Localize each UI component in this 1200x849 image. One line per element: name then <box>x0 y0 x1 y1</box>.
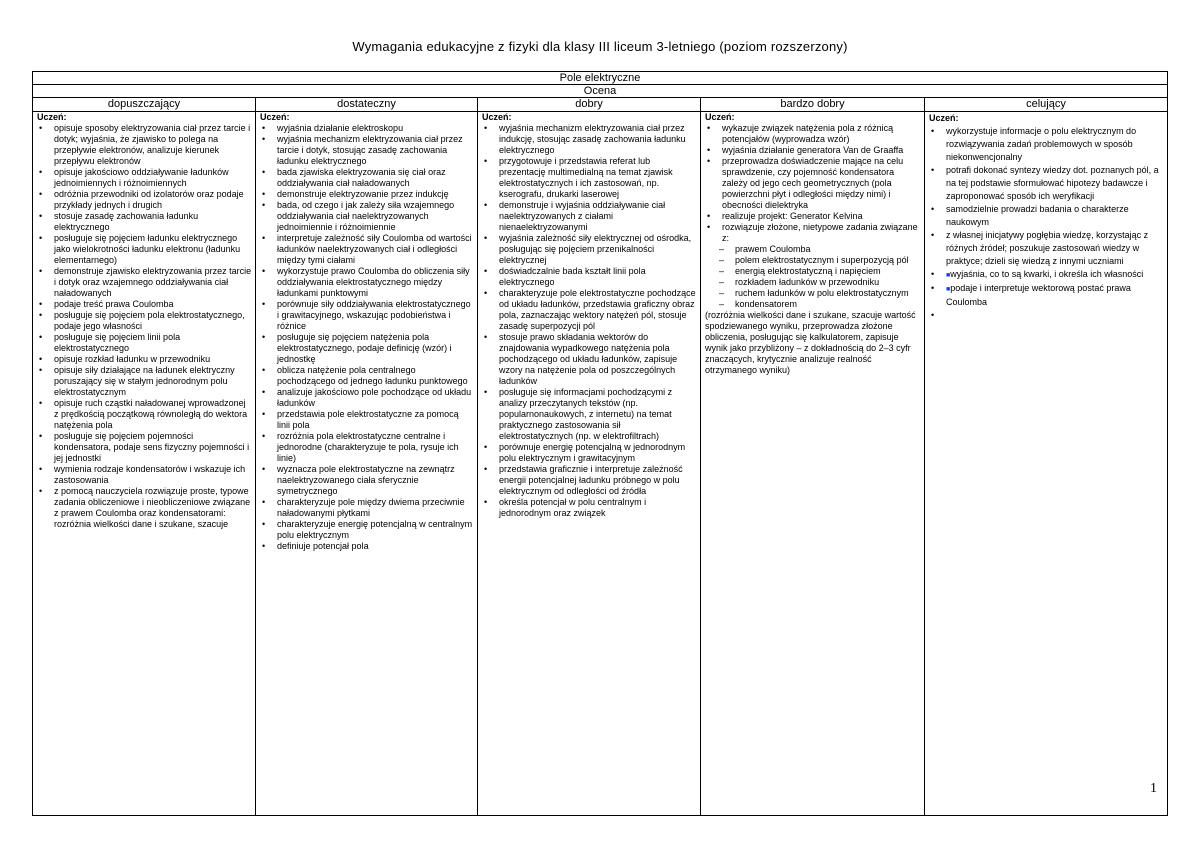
bullet-marker: • <box>39 398 43 408</box>
bullet-marker: • <box>39 233 43 243</box>
requirement-item <box>929 229 1164 268</box>
requirement-text: demonstruje elektryzowanie przez indukcję <box>277 189 449 199</box>
bullet-marker: • <box>484 464 488 474</box>
bullet-marker: • <box>707 156 711 166</box>
requirement-item <box>482 156 697 200</box>
column-cell-dobry <box>478 112 701 816</box>
requirement-item <box>260 519 474 541</box>
requirement-text: odróżnia przewodniki od izolatorów oraz podaje przykłady jednych i drugich <box>54 189 244 210</box>
requirements-table <box>32 71 1168 816</box>
requirement-text: oblicza natężenie pola centralnego pochodzącego od jednego ładunku punktowego <box>277 365 468 386</box>
requirement-text: z własnej inicjatywy pogłębia wiedzę, korzystając z różnych źródeł; poszukuje zastosowań wiedzy w praktyce; dzieli się wiedzą z innymi uczniami <box>946 230 1149 266</box>
requirement-text: posługuje się pojęciem linii pola elektrostatycznego <box>54 332 181 353</box>
requirement-list <box>705 123 921 376</box>
requirement-text: wyjaśnia działanie generatora Van de Graaffa <box>722 145 904 155</box>
requirement-item <box>929 164 1164 203</box>
requirement-item <box>37 189 252 211</box>
requirement-text: porównuje siły oddziaływania elektrostatycznego i grawitacyjnego, wskazując podobieństwa i różnice <box>277 299 471 331</box>
requirement-item <box>705 255 921 266</box>
requirement-item <box>705 145 921 156</box>
requirement-item <box>260 431 474 464</box>
bullet-marker: • <box>262 541 266 551</box>
bullet-marker: • <box>484 387 488 397</box>
requirement-text: posługuje się informacjami pochodzącymi z analizy przeczytanych tekstów (np. popularnonaukowych, z internetu) na temat praktycznego zastosowania sił elektrostatycznych (np. w elektrofiltrach) <box>499 387 673 441</box>
requirement-text: opisuje siły działające na ładunek elektryczny poruszający się w stałym jednorodnym polu elektrostatycznym <box>54 365 235 397</box>
requirement-text: rozkładem ładunków w przewodniku <box>735 277 880 287</box>
column-header-dostateczny: dostateczny <box>256 98 478 112</box>
requirement-item <box>260 464 474 497</box>
requirement-text: przedstawia graficznie i interpretuje zależność energii potencjalnej ładunku próbnego w polu elektrycznym od odległości od źródła <box>499 464 683 496</box>
bullet-marker: • <box>262 464 266 474</box>
bullet-marker: • <box>931 283 935 293</box>
bullet-marker: • <box>39 310 43 320</box>
bullet-marker: • <box>262 123 266 133</box>
requirement-text: interpretuje zależność siły Coulomba od wartości ładunków naelektryzowanych ciał i odległości między tymi ciałami <box>277 233 472 265</box>
bullet-marker: • <box>262 409 266 419</box>
requirement-item <box>705 299 921 310</box>
requirement-item <box>37 266 252 299</box>
bullet-marker: • <box>39 354 43 364</box>
column-header-bardzo-dobry: bardzo dobry <box>701 98 925 112</box>
bullet-marker: • <box>39 189 43 199</box>
requirement-item <box>260 365 474 387</box>
requirement-text: opisuje sposoby elektryzowania ciał przez tarcie i dotyk; wyjaśnia, że zjawisko to polega na przepływie elektronów, analizuje kierunek przepływu elektronów <box>54 123 251 166</box>
requirement-item <box>929 268 1164 282</box>
requirement-list <box>929 125 1164 320</box>
requirement-text: podaje i interpretuje wektorową postać prawa Coulomba <box>946 283 1131 307</box>
bullet-marker: • <box>707 222 711 232</box>
requirement-text: z pomocą nauczyciela rozwiązuje proste, typowe zadania obliczeniowe i nieobliczeniowe związane z prawem Coulomba oraz kondensatorami: rozróżnia wielkości dane i szukane, szacuje <box>54 486 251 529</box>
requirement-item <box>482 266 697 288</box>
requirement-text: posługuje się pojęciem natężenia pola elektrostatycznego, podaje definicję (wzór) i jednostkę <box>277 332 452 364</box>
requirement-text: wyjaśnia zależność siły elektrycznej od ośrodka, posługując się pojęciem przenikalności elektrycznej <box>499 233 692 265</box>
dash-marker: – <box>719 277 725 287</box>
requirement-text: rozróżnia pola elektrostatyczne centralne i jednorodne (charakteryzuje te pola, rysuje ich linie) <box>277 431 459 463</box>
column-cell-bardzo-dobry <box>701 112 925 816</box>
bullet-marker: • <box>931 165 935 175</box>
requirement-text: kondensatorem <box>735 299 798 309</box>
bullet-marker: • <box>262 332 266 342</box>
requirement-text: opisuje rozkład ładunku w przewodniku <box>54 354 211 364</box>
bullet-marker: • <box>262 497 266 507</box>
requirement-item <box>260 299 474 332</box>
requirement-item <box>37 233 252 266</box>
grade-header: Ocena <box>33 85 1168 98</box>
column-header-row <box>33 98 1168 112</box>
requirement-item <box>482 497 697 519</box>
requirement-text: wyjaśnia działanie elektroskopu <box>277 123 404 133</box>
requirement-text: przygotowuje i przedstawia referat lub prezentację multimedialną na temat zjawisk elektrostatycznych i ich zastosowań, np. kserografu, drukarki laserowej <box>499 156 673 199</box>
requirement-item <box>260 134 474 167</box>
section-title: Pole elektryczne <box>33 72 1168 85</box>
requirement-text: określa potencjał w polu centralnym i jednorodnym oraz związek <box>499 497 647 518</box>
bullet-marker: • <box>262 299 266 309</box>
column-intro: Uczeń: <box>37 112 67 122</box>
square-marker-icon: ■ <box>946 286 951 293</box>
requirement-item <box>705 277 921 288</box>
requirement-item <box>37 299 252 310</box>
column-cell-dopuszczajacy <box>33 112 256 816</box>
requirement-text: charakteryzuje pole elektrostatyczne pochodzące od układu ładunków, przedstawia graficzny obraz pola, zaznaczając wektory natężeń pól, stosuje zasadę superpozycji pól <box>499 288 696 331</box>
requirement-item <box>260 266 474 299</box>
bullet-marker: • <box>39 123 43 133</box>
requirement-item <box>37 464 252 486</box>
bullet-marker: • <box>484 288 488 298</box>
requirement-item <box>37 398 252 431</box>
bullet-marker: • <box>484 332 488 342</box>
requirement-item <box>705 244 921 255</box>
bullet-marker: • <box>262 387 266 397</box>
column-header-dobry: dobry <box>478 98 701 112</box>
document-title: Wymagania edukacyjne z fizyki dla klasy III liceum 3-letniego (poziom rozszerzony) <box>352 39 848 54</box>
requirement-text: demonstruje i wyjaśnia oddziaływanie ciał naelektryzowanych z ciałami nienaelektryzowanymi <box>499 200 666 232</box>
bullet-marker: • <box>262 233 266 243</box>
bullet-marker: • <box>484 442 488 452</box>
requirement-item <box>37 167 252 189</box>
bullet-marker: • <box>931 126 935 136</box>
bullet-marker: • <box>39 464 43 474</box>
requirement-item <box>482 288 697 332</box>
requirement-text: wyjaśnia mechanizm elektryzowania ciał przez tarcie i dotyk, stosując zasadę zachowania ładunku elektrycznego <box>277 134 463 166</box>
requirement-item <box>705 222 921 244</box>
requirement-text: bada, od czego i jak zależy siła wzajemnego oddziaływania ciał naelektryzowanych jednoimiennie i różnoimiennie <box>277 200 455 232</box>
requirement-list <box>37 123 252 530</box>
bullet-marker: • <box>39 266 43 276</box>
bullet-marker: • <box>484 200 488 210</box>
requirement-item <box>482 442 697 464</box>
requirement-text: posługuje się pojęciem pola elektrostatycznego, podaje jego własności <box>54 310 245 331</box>
bullet-marker: • <box>262 200 266 210</box>
requirement-text: wyjaśnia mechanizm elektryzowania ciał przez indukcję, stosując zasadę zachowania ładunku elektrycznego <box>499 123 686 155</box>
requirement-text: posługuje się pojęciem pojemności kondensatora, podaje sens fizyczny pojemności i jej jednostki <box>54 431 250 463</box>
square-marker-icon: ■ <box>946 272 951 279</box>
requirement-list <box>260 123 474 552</box>
requirement-item <box>929 203 1164 229</box>
requirement-item <box>37 123 252 167</box>
requirement-item <box>482 123 697 156</box>
requirement-item <box>37 332 252 354</box>
requirement-text: realizuje projekt: Generator Kelvina <box>722 211 863 221</box>
bullet-marker: • <box>39 167 43 177</box>
requirement-item <box>260 233 474 266</box>
requirement-item <box>929 282 1164 309</box>
requirement-text: charakteryzuje pole między dwiema przeciwnie naładowanymi płytkami <box>277 497 465 518</box>
requirement-item <box>37 211 252 233</box>
requirement-text: przeprowadza doświadczenie mające na celu sprawdzenie, czy pojemność kondensatora zależy od jego cech geometrycznych (pola powierzchni płyt i odległości między nimi) i obecności dielektryka <box>722 156 904 210</box>
bullet-marker: • <box>484 123 488 133</box>
requirement-item <box>705 266 921 277</box>
requirement-item <box>37 486 252 530</box>
section-row <box>33 72 1168 85</box>
bullet-marker: • <box>484 266 488 276</box>
requirement-text: samodzielnie prowadzi badania o charakterze naukowym <box>946 204 1129 227</box>
requirement-text: doświadczalnie bada kształt linii pola elektrycznego <box>499 266 646 287</box>
requirement-text: wykorzystuje prawo Coulomba do obliczenia siły oddziaływania elektrostatycznego między ładunkami punktowymi <box>277 266 470 298</box>
requirement-text: wymienia rodzaje kondensatorów i wskazuje ich zastosowania <box>54 464 246 485</box>
requirement-item <box>705 123 921 145</box>
bullet-marker: • <box>262 431 266 441</box>
requirement-text: analizuje jakościowo pole pochodzące od układu ładunków <box>277 387 472 408</box>
bullet-marker: • <box>262 167 266 177</box>
requirement-text: bada zjawiska elektryzowania się ciał oraz oddziaływania ciał naładowanych <box>277 167 446 188</box>
column-cell-dostateczny <box>256 112 478 816</box>
bullet-marker: • <box>262 266 266 276</box>
requirement-text: podaje treść prawa Coulomba <box>54 299 174 309</box>
bullet-marker: • <box>931 310 935 320</box>
requirement-text: opisuje jakościowo oddziaływanie ładunków jednoimiennych i różnoimiennych <box>54 167 229 188</box>
requirement-text: demonstruje zjawisko elektryzowania przez tarcie i dotyk oraz wzajemnego oddziaływania ciał naładowanych <box>54 266 252 298</box>
bullet-marker: • <box>707 211 711 221</box>
requirement-text: rozwiązuje złożone, nietypowe zadania związane z: <box>722 222 918 243</box>
requirement-item <box>482 387 697 442</box>
requirement-text: porównuje energię potencjalną w jednorodnym polu elektrycznym i grawitacyjnym <box>499 442 686 463</box>
page-number: 1 <box>1150 781 1157 796</box>
requirement-item <box>37 354 252 365</box>
requirement-item <box>260 541 474 552</box>
requirement-text: stosuje prawo składania wektorów do znajdowania wypadkowego natężenia pola pochodzącego od układu ładunków, zapisuje wzory na natężenie pola od poszczególnych ładunków <box>499 332 678 386</box>
requirement-text: ruchem ładunków w polu elektrostatycznym <box>735 288 909 298</box>
bullet-marker: • <box>262 189 266 199</box>
column-header-celujacy: celujący <box>925 98 1168 112</box>
bullet-marker: • <box>262 134 266 144</box>
requirement-item <box>705 156 921 211</box>
requirement-item <box>929 125 1164 164</box>
requirement-text: definiuje potencjał pola <box>277 541 369 551</box>
requirement-text: opisuje ruch cząstki naładowanej wprowadzonej z prędkością początkową równoległą do wektora natężenia pola <box>54 398 248 430</box>
bullet-marker: • <box>262 365 266 375</box>
requirement-text: wykazuje związek natężenia pola z różnicą potencjałów (wyprowadza wzór) <box>722 123 894 144</box>
bullet-marker: • <box>931 269 935 279</box>
dash-marker: – <box>719 255 725 265</box>
requirement-item <box>705 288 921 299</box>
column-header-dopuszczajacy: dopuszczający <box>33 98 256 112</box>
requirement-text: wyjaśnia, co to są kwarki, i określa ich własności <box>950 269 1144 279</box>
requirement-text: wyznacza pole elektrostatyczne na zewnątrz naelektryzowanego ciała sferycznie symetrycznego <box>277 464 455 496</box>
requirement-item <box>37 431 252 464</box>
requirement-text: posługuje się pojęciem ładunku elektrycznego jako wielokrotności ładunku elektronu (ładunku elementarnego) <box>54 233 241 265</box>
bullet-marker: • <box>707 123 711 133</box>
bullet-marker: • <box>39 299 43 309</box>
requirement-text: wykorzystuje informacje o polu elektrycznym do rozwiązywania zadań problemowych w sposób niekonwencjonalny <box>946 126 1137 162</box>
dash-marker: – <box>719 266 725 276</box>
bullet-marker: • <box>931 230 935 240</box>
dash-marker: – <box>719 288 725 298</box>
bullet-marker: • <box>262 519 266 529</box>
requirement-item <box>260 189 474 200</box>
requirement-text: przedstawia pole elektrostatyczne za pomocą linii pola <box>277 409 459 430</box>
column-intro: Uczeń: <box>482 112 512 122</box>
requirement-item <box>260 409 474 431</box>
dash-marker: – <box>719 244 725 254</box>
requirement-item <box>705 310 921 376</box>
requirement-item <box>260 123 474 134</box>
requirement-text: polem elektrostatycznym i superpozycją pól <box>735 255 909 265</box>
requirement-item <box>260 167 474 189</box>
bullet-marker: • <box>484 233 488 243</box>
requirement-text: (rozróżnia wielkości dane i szukane, szacuje wartość spodziewanego wyniku, przeprowadza złożone obliczenia, posługując się kalkulatorem, zapisuje wynik jako przybliżony – z dokładnością do 2–3 cyfr znaczących, krytycznie analizuje realność otrzymanego wyniku) <box>705 310 916 375</box>
bullet-marker: • <box>39 332 43 342</box>
requirement-item <box>260 497 474 519</box>
requirement-item <box>37 310 252 332</box>
requirement-text: stosuje zasadę zachowania ładunku elektrycznego <box>54 211 199 232</box>
bullet-marker: • <box>484 497 488 507</box>
requirement-text: energią elektrostatyczną i napięciem <box>735 266 881 276</box>
bullet-marker: • <box>39 211 43 221</box>
requirement-text: potrafi dokonać syntezy wiedzy dot. poznanych pól, a na tej podstawie sformułować hipotezy badawcze i zaproponować sposób ich weryfikacji <box>946 165 1159 201</box>
requirement-item <box>482 233 697 266</box>
requirement-item <box>705 211 921 222</box>
requirement-item <box>482 332 697 387</box>
bullet-marker: • <box>707 145 711 155</box>
requirement-item <box>482 200 697 233</box>
bullet-marker: • <box>39 365 43 375</box>
column-cell-celujacy <box>925 112 1168 816</box>
requirement-list <box>482 123 697 519</box>
requirement-item <box>482 464 697 497</box>
grade-header-row <box>33 85 1168 98</box>
bullet-marker: • <box>39 431 43 441</box>
column-intro: Uczeń: <box>705 112 735 122</box>
bullet-marker: • <box>931 204 935 214</box>
dash-marker: – <box>719 299 725 309</box>
requirement-item <box>37 365 252 398</box>
content-row <box>33 112 1168 816</box>
requirement-item <box>260 332 474 365</box>
requirement-item <box>260 200 474 233</box>
column-intro: Uczeń: <box>260 112 290 122</box>
requirement-item <box>260 387 474 409</box>
bullet-marker: • <box>39 486 43 496</box>
column-intro: Uczeń: <box>929 113 959 123</box>
requirement-text: charakteryzuje energię potencjalną w centralnym polu elektrycznym <box>277 519 473 540</box>
bullet-marker: • <box>484 156 488 166</box>
requirement-text: prawem Coulomba <box>735 244 811 254</box>
